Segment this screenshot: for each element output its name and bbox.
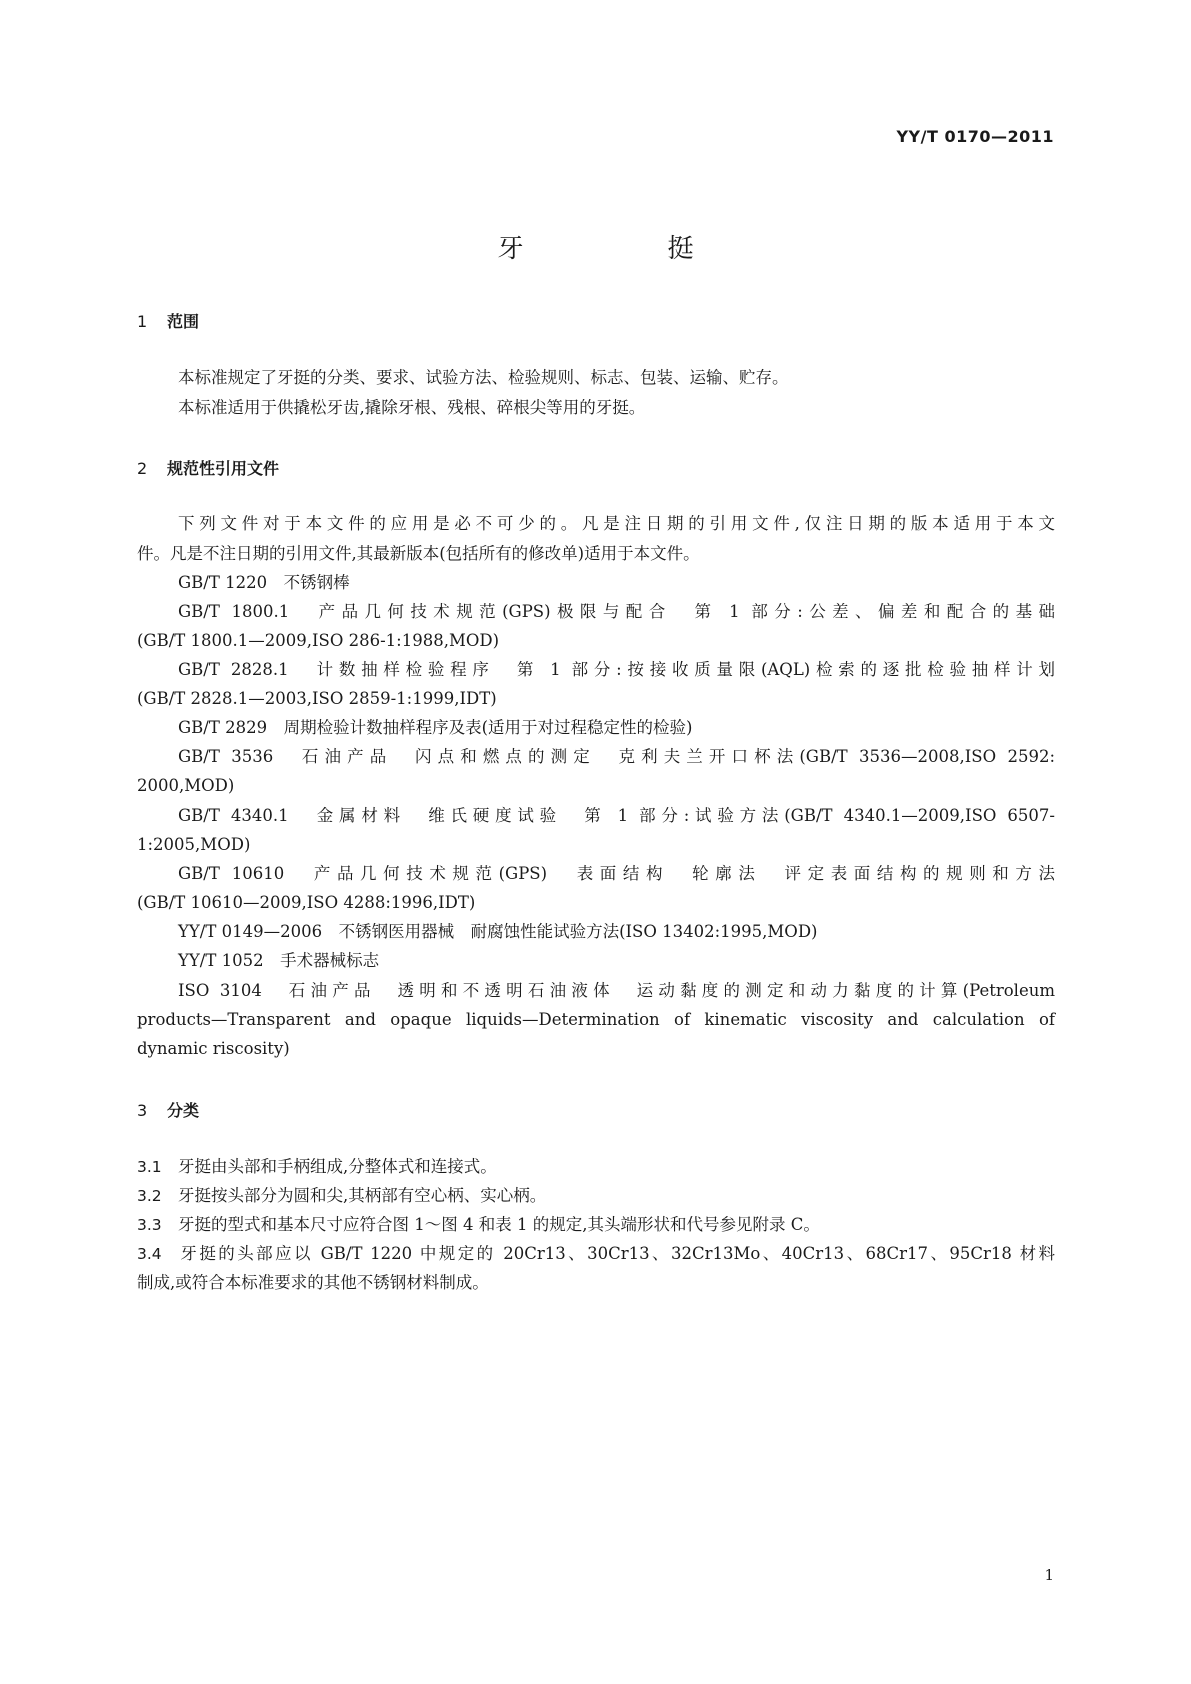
section-2-heading: [137, 456, 279, 479]
clause-number: 3.3: [137, 1216, 162, 1234]
clause: [137, 1180, 1055, 1212]
clause-text: 牙挺的头部应以 GB/T 1220 中规定的 20Cr13、30Cr13、32Cr13Mo、40Cr13、68Cr17、95Cr18 材料: [178, 1244, 1055, 1263]
section-number: 1: [137, 312, 148, 331]
clause-cont: 制成,或符合本标准要求的其他不锈钢材料制成。: [137, 1273, 489, 1292]
document-title: [0, 228, 1191, 265]
reference-item-cont: 2000,MOD): [137, 776, 235, 795]
clause-number: 3.4: [137, 1245, 162, 1263]
standard-number: YY/T 0170—2011: [896, 127, 1054, 146]
section-3-heading: [137, 1098, 199, 1121]
clause-number: 3.1: [137, 1158, 162, 1176]
paragraph: 本标准适用于供撬松牙齿,撬除牙根、残根、碎根尖等用的牙挺。: [178, 398, 646, 417]
reference-item-cont: (GB/T 10610—2009,ISO 4288:1996,IDT): [137, 893, 476, 912]
section-1-heading: [137, 309, 199, 332]
paragraph: 下列文件对于本文件的应用是必不可少的。凡是注日期的引用文件,仅注日期的版本适用于本文: [178, 514, 1055, 533]
clause-text: 牙挺按头部分为圆和尖,其柄部有空心柄、实心柄。: [178, 1186, 547, 1205]
reference-item: YY/T 0149—2006 不锈钢医用器械 耐腐蚀性能试验方法(ISO 13402:1995,MOD): [178, 922, 818, 941]
reference-item-cont: (GB/T 2828.1—2003,ISO 2859-1:1999,IDT): [137, 689, 497, 708]
section-title: 分类: [167, 1101, 200, 1120]
reference-item: ISO 3104 石油产品 透明和不透明石油液体 运动黏度的测定和动力黏度的计算(Petroleum: [178, 981, 1055, 1000]
reference-item-cont: (GB/T 1800.1—2009,ISO 286-1:1988,MOD): [137, 631, 500, 650]
reference-item-cont: dynamic riscosity): [137, 1039, 290, 1058]
clause-number: 3.2: [137, 1187, 162, 1205]
reference-item: GB/T 3536 石油产品 闪点和燃点的测定 克利夫兰开口杯法(GB/T 3536—2008,ISO 2592:: [178, 747, 1055, 766]
clause-text: 牙挺由头部和手柄组成,分整体式和连接式。: [178, 1157, 497, 1176]
reference-item: GB/T 1220 不锈钢棒: [178, 573, 350, 592]
reference-item: GB/T 2829 周期检验计数抽样程序及表(适用于对过程稳定性的检验): [178, 718, 693, 737]
clause: [137, 1238, 1055, 1270]
paragraph: 本标准规定了牙挺的分类、要求、试验方法、检验规则、标志、包装、运输、贮存。: [178, 368, 789, 387]
clause-text: 牙挺的型式和基本尺寸应符合图 1～图 4 和表 1 的规定,其头端形状和代号参见附录 C。: [178, 1215, 820, 1234]
section-number: 3: [137, 1101, 148, 1120]
reference-item: GB/T 10610 产品几何技术规范(GPS) 表面结构 轮廓法 评定表面结构的规则和方法: [178, 864, 1055, 883]
reference-item: GB/T 1800.1 产品几何技术规范(GPS)极限与配合 第 1 部分:公差、偏差和配合的基础: [178, 602, 1055, 621]
reference-item: GB/T 2828.1 计数抽样检验程序 第 1 部分:按接收质量限(AQL)检索的逐批检验抽样计划: [178, 660, 1055, 679]
reference-item-cont: 1:2005,MOD): [137, 835, 251, 854]
section-title: 范围: [167, 312, 200, 331]
reference-item: YY/T 1052 手术器械标志: [178, 951, 380, 970]
reference-item: GB/T 4340.1 金属材料 维氏硬度试验 第 1 部分:试验方法(GB/T 4340.1—2009,ISO 6507-: [178, 806, 1055, 825]
paragraph: 件。凡是不注日期的引用文件,其最新版本(包括所有的修改单)适用于本文件。: [137, 544, 700, 563]
title-char-1: 牙: [497, 234, 524, 264]
section-title: 规范性引用文件: [167, 459, 280, 478]
page-number: 1: [1044, 1566, 1054, 1584]
reference-item-cont: products—Transparent and opaque liquids—Determination of kinematic viscosity and calculation of: [137, 1010, 1055, 1029]
clause: [137, 1209, 1055, 1241]
title-char-2: 挺: [667, 234, 694, 264]
clause: [137, 1151, 1055, 1183]
section-number: 2: [137, 459, 148, 478]
